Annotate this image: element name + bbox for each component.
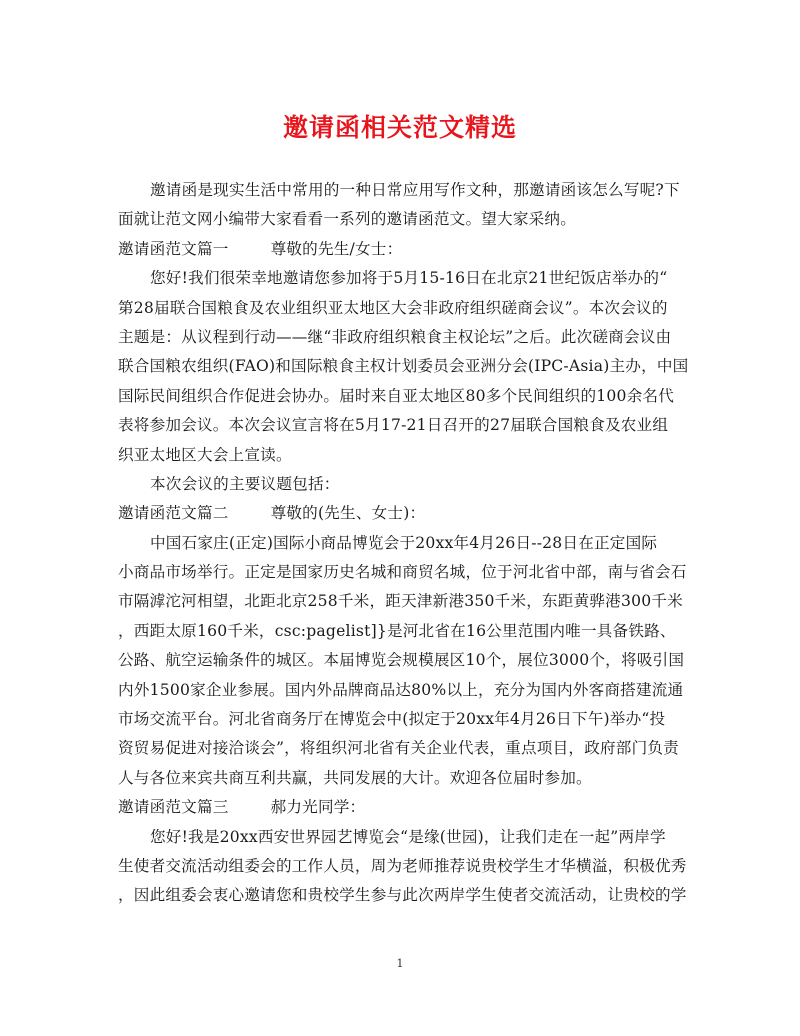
paragraph-line <box>118 705 708 734</box>
line-text: 主题是：从议程到行动——继“非政府组织粮食主权论坛”之后。此次磋商会议由 <box>118 327 672 346</box>
line-text: 小商品市场举行。正定是国家历史名城和商贸名城，位于河北省中部，南与省会石 <box>118 563 687 582</box>
line-text: ，西距太原160千米，csc:pagelist]}是河北省在16公里范围内唯一具备铁路、 <box>118 621 676 640</box>
line-text: 国际民间组织合作促进会协办。届时来自亚太地区80多个民间组织的100余名代 <box>118 386 675 405</box>
paragraph-line <box>118 323 708 352</box>
paragraph-line <box>118 881 708 910</box>
section-heading: 邀请函范文篇一 <box>118 239 229 258</box>
paragraph-line <box>118 264 708 293</box>
paragraph-line <box>118 646 708 675</box>
line-text: 第28届联合国粮食及农业组织亚太地区大会非政府组织磋商会议”。本次会议的 <box>118 298 668 317</box>
paragraph-line <box>118 441 708 470</box>
paragraph-line <box>118 411 708 440</box>
line-text: 郝力光同学： <box>270 798 366 817</box>
line-text: 内外1500家企业参展。国内外品牌商品达80%以上，充分为国内外客商搭建流通 <box>118 680 684 699</box>
paragraph-line <box>118 852 708 881</box>
line-text: 邀请函是现实生活中常用的一种日常应用写作文种，那邀请函该怎么写呢?下 <box>150 181 680 199</box>
line-text: 您好!我们很荣幸地邀请您参加将于5月15-16日在北京21世纪饭店举办的“ <box>150 269 668 288</box>
paragraph-line <box>118 176 708 205</box>
paragraph-line <box>118 734 708 763</box>
line-text: 生使者交流活动组委会的工作人员，周为老师推荐说贵校学生才华横溢，积极优秀 <box>118 856 687 875</box>
section-heading-line <box>118 235 708 264</box>
paragraph-line <box>118 587 708 616</box>
page-number: 1 <box>396 957 404 970</box>
line-text: 尊敬的先生/女士： <box>270 239 403 258</box>
paragraph-line <box>118 205 708 234</box>
paragraph-line <box>118 529 708 558</box>
line-text: 您好!我是20xx西安世界园艺博览会“是缘(世园)，让我们走在一起”两岸学 <box>150 827 666 846</box>
paragraph-line <box>118 823 708 852</box>
line-text: 联合国粮农组织(FAO)和国际粮食主权计划委员会亚洲分会(IPC-Asia)主办，中国 <box>118 357 689 376</box>
paragraph-line <box>118 676 708 705</box>
paragraph-line <box>118 617 708 646</box>
line-text: ，因此组委会衷心邀请您和贵校学生参与此次两岸学生使者交流活动，让贵校的学 <box>118 886 687 905</box>
paragraph-line <box>118 352 708 381</box>
line-text: 资贸易促进对接洽谈会”，将组织河北省有关企业代表，重点项目，政府部门负责 <box>118 739 679 758</box>
document-title: 邀请函相关范文精选 <box>282 113 517 142</box>
line-text: 尊敬的(先生、女士)： <box>270 504 426 523</box>
paragraph-line <box>118 294 708 323</box>
line-text: 中国石家庄(正定)国际小商品博览会于20xx年4月26日--28日在正定国际 <box>150 533 658 552</box>
line-text: 织亚太地区大会上宣读。 <box>118 445 292 464</box>
section-heading-line <box>118 793 708 822</box>
paragraph-line <box>118 558 708 587</box>
line-text: 市场交流平台。河北省商务厅在博览会中(拟定于20xx年4月26日下午)举办“投 <box>118 710 666 729</box>
line-text: 人与各位来宾共商互利共赢，共同发展的大计。欢迎各位届时参加。 <box>118 768 592 787</box>
section-heading: 邀请函范文篇二 <box>118 504 229 523</box>
paragraph-line <box>118 470 708 499</box>
line-text: 公路、航空运输条件的城区。本届博览会规模展区10个，展位3000个，将吸引国 <box>118 651 685 670</box>
section-heading-line <box>118 499 708 528</box>
document-body <box>118 176 708 911</box>
paragraph-line <box>118 764 708 793</box>
line-text: 表将参加会议。本次会议宣言将在5月17-21日召开的27届联合国粮食及农业组 <box>118 416 669 435</box>
paragraph-line <box>118 382 708 411</box>
line-text: 本次会议的主要议题包括： <box>150 474 340 493</box>
line-text: 市隔滹沱河相望，北距北京258千米，距天津新港350千米，东距黄骅港300千米 <box>118 592 683 611</box>
section-heading: 邀请函范文篇三 <box>118 798 229 817</box>
line-text: 面就让范文网小编带大家看看一系列的邀请函范文。望大家采纳。 <box>118 210 577 229</box>
